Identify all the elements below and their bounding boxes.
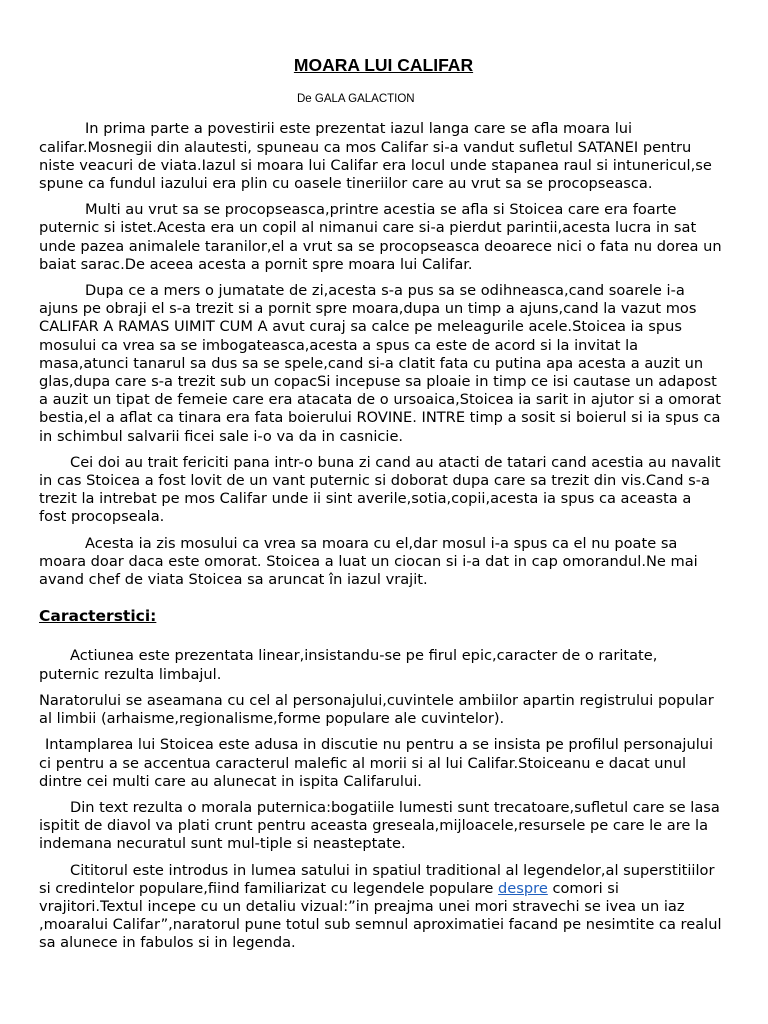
section-heading: Caracterstici: xyxy=(39,607,157,626)
document-author: De GALA GALACTION xyxy=(297,93,415,106)
paragraph-1: In prima parte a povestirii este prezentat iazul langa care se afla moara lui califar.Mosnegii din alautesti, spuneau ca mos Califar si-a vandut sufletul SATANEI pentru niste veacuri de viata.Iazul si moara lui Califar era locul unde stapanea raul si intunericul,se spune ca fundul iazului era plin cu oasele tineriilor care au vrut sa se procopseasca. xyxy=(39,120,712,193)
last-paragraph-end: comori si vrajitori.Textul incepe cu un detaliu vizual:”in preajma unei mori stravechi se ivea un iaz ,moaralui Califar”,naratorul pune totul sub semnul aproximatiei facand pe nesimtite ca realul sa alunece in fabulos si in legenda. xyxy=(39,879,722,952)
paragraph-2: Multi au vrut sa se procopseasca,printre acestia se afla si Stoicea care era foarte puternic si istet.Acesta era un copil al nimanui care si-a pierdut parintii,acesta lucra in sat unde pazea animalele taranilor,el a vrut sa se procopseasca deoarece nici o fata nu dorea un baiat sarac.De aceea acesta a pornit spre moara lui Califar. xyxy=(39,201,722,273)
despre-link[interactable]: despre xyxy=(498,879,548,897)
last-paragraph-start: Cititorul este introdus in lumea satului in spatiul traditional al legendelor,al superstitiilor si credintelor populare,fiind familiarizat cu legendele populare xyxy=(39,861,715,897)
paragraph-5: Acesta ia zis mosului ca vrea sa moara cu el,dar mosul i-a spus ca el nu poate sa moara doar daca este omorat. Stoicea a luat un ciocan si i-a dat in cap omorandul.Ne mai avand chef de viata Stoicea sa aruncat în iazul vrajit. xyxy=(39,534,698,589)
paragraph-4: Cei doi au trait fericiti pana intr-o buna zi cand au atacti de tatari cand acestia au navalit in cas Stoicea a fost lovit de un vant puternic si doborat dupa care sa trezit din vis.Cand s-a trezit la intrebat pe mos Califar unde ii sint averile,sotia,copii,acesta ia spus ca aceasta a fost procopseala. xyxy=(39,453,721,526)
document-title: MOARA LUI CALIFAR xyxy=(293,55,474,75)
char-paragraph-3: Intamplarea lui Stoicea este adusa in discutie nu pentru a se insista pe profilul personajului ci pentru a se accentua caracterul malefic al morii si al lui Califar.Stoiceanu e dacat unul dintre cei multi care au alunecat in ispita Califarului. xyxy=(39,736,714,790)
char-paragraph-2: Naratorului se aseamana cu cel al personajului,cuvintele ambiilor apartin registrului popular al limbii (arhaisme,regionalisme,forme populare ale cuvintelor). xyxy=(39,691,714,728)
paragraph-3: Dupa ce a mers o jumatate de zi,acesta s-a pus sa se odihneasca,cand soarele i-a ajuns pe obraji el s-a trezit si a pornit spre moara,dupa un timp a ajuns,cand la vazut mos CALIFAR A RAMAS UIMIT CUM A avut curaj sa calce pe meleagurile acele.Stoicea ia spus mosului ca vrea sa se imbogateasca,acesta a spus ca este de acord si la invitat la masa,atunci tanarul sa dus sa se spele,cand si-a clatit fata cu putina apa acesta a auzit un glas,dupa care s-a trezit sub un copacSi incepuse sa ploaie in timp ce isi cautase un adapost a auzit un tipat de femeie care era atacata de o ursoaica,Stoicea ia sarit in ajutor si a omorat bestia,el a aflat ca tinara era fata boierului ROVINE. INTRE timp a sosit si boierul si ia spus ca in schimbul salvarii ficei sale i-o va da in casnicie. xyxy=(39,282,721,445)
char-paragraph-4: Din text rezulta o morala puternica:bogatiile lumesti sunt trecatoare,sufletul care se lasa ispitit de diavol va plati crunt pentru aceasta greseala,mijloacele,resursele pe care le are la indemana necuratul sunt mul-tiple si neasteptate. xyxy=(39,798,720,853)
last-paragraph xyxy=(39,862,722,953)
char-paragraph-1: Actiunea este prezentata linear,insistandu-se pe firul epic,caracter de o raritate, puternic rezulta limbajul. xyxy=(39,647,658,683)
